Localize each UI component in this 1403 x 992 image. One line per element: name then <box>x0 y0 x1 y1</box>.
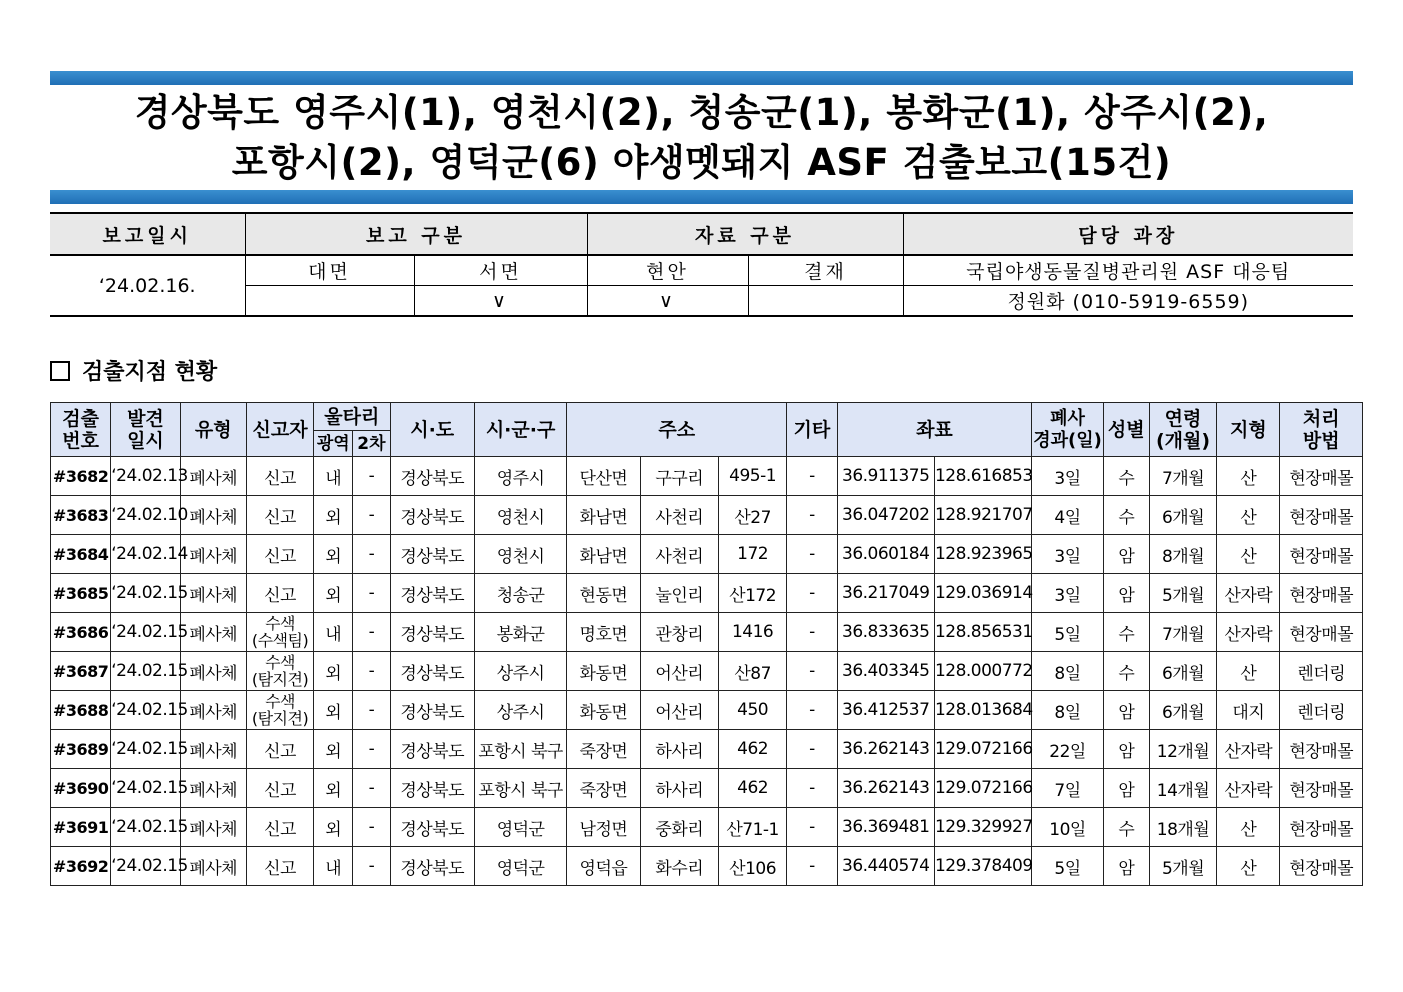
cell-sex: 수 <box>1103 613 1149 652</box>
cell-etc: - <box>787 535 837 574</box>
col-fence-wide: 광역 <box>314 431 353 457</box>
cell-no: #3689 <box>51 730 111 769</box>
cell-lon: 129.036914 <box>934 574 1031 613</box>
cell-lat: 36.217049 <box>837 574 934 613</box>
cell-ri: 어산리 <box>640 652 718 691</box>
cell-sex: 수 <box>1103 808 1149 847</box>
cell-lot: 172 <box>718 535 786 574</box>
cell-lot: 산71-1 <box>718 808 786 847</box>
sub-face-to-face: 대면 <box>245 255 414 286</box>
cell-age: 12개월 <box>1149 730 1216 769</box>
cell-sigungu: 포항시 북구 <box>474 769 566 808</box>
cell-elapsed: 7일 <box>1032 769 1103 808</box>
cell-sex: 암 <box>1103 769 1149 808</box>
cell-reporter: 신고 <box>246 574 313 613</box>
sub-current-issue: 현안 <box>587 255 748 286</box>
cell-disposal: 현장매몰 <box>1280 613 1363 652</box>
cell-lat: 36.262143 <box>837 769 934 808</box>
title-line-2: 포항시(2), 영덕군(6) 야생멧돼지 ASF 검출보고(15건) <box>231 141 1172 184</box>
cell-wide: 외 <box>314 574 353 613</box>
cell-myeon: 단산면 <box>567 457 640 496</box>
cell-etc: - <box>787 730 837 769</box>
cell-wide: 내 <box>314 847 353 886</box>
cell-ri: 사천리 <box>640 496 718 535</box>
cell-wide: 외 <box>314 496 353 535</box>
col-no: 검출 번호 <box>51 403 111 457</box>
report-date-header: 보고일시 <box>50 213 245 255</box>
cell-no: #3683 <box>51 496 111 535</box>
detection-table <box>50 402 1363 886</box>
detection-body <box>51 457 1363 886</box>
cell-terrain: 산자락 <box>1217 730 1280 769</box>
cell-age: 18개월 <box>1149 808 1216 847</box>
manager-contact: 정원화 (010-5919-6559) <box>903 286 1353 317</box>
cell-disposal: 현장매몰 <box>1280 769 1363 808</box>
table-row <box>51 769 1363 808</box>
cell-disposal: 현장매몰 <box>1280 535 1363 574</box>
cell-second: - <box>353 613 390 652</box>
cell-wide: 외 <box>314 730 353 769</box>
cell-lot: 495-1 <box>718 457 786 496</box>
cell-date: ‘24.02.10 <box>111 496 180 535</box>
cell-sigungu: 영천시 <box>474 535 566 574</box>
cell-etc: - <box>787 457 837 496</box>
material-type-header: 자료 구분 <box>587 213 903 255</box>
sub-approval: 결재 <box>748 255 903 286</box>
cell-terrain: 산 <box>1217 652 1280 691</box>
cell-etc: - <box>787 496 837 535</box>
cell-no: #3686 <box>51 613 111 652</box>
manager-dept: 국립야생동물질병관리원 ASF 대응팀 <box>903 255 1353 286</box>
report-check-row <box>50 286 1353 317</box>
cell-second: - <box>353 769 390 808</box>
cell-sex: 암 <box>1103 574 1149 613</box>
cell-sido: 경상북도 <box>390 613 474 652</box>
cell-sigungu: 영천시 <box>474 496 566 535</box>
cell-sigungu: 영덕군 <box>474 808 566 847</box>
title-bottom-bar <box>50 190 1353 204</box>
col-age: 연령 (개월) <box>1149 403 1216 457</box>
cell-reporter: 수색 (수색팀) <box>246 613 313 652</box>
cell-lat: 36.440574 <box>837 847 934 886</box>
cell-age: 6개월 <box>1149 652 1216 691</box>
cell-lon: 129.072166 <box>934 769 1031 808</box>
checkbox-square-icon <box>50 361 70 381</box>
cell-lot: 462 <box>718 730 786 769</box>
cell-sex: 암 <box>1103 847 1149 886</box>
check-current-issue: ∨ <box>587 286 748 317</box>
cell-wide: 외 <box>314 769 353 808</box>
cell-age: 6개월 <box>1149 691 1216 730</box>
cell-date: ‘24.02.15 <box>111 730 180 769</box>
cell-ri: 구구리 <box>640 457 718 496</box>
cell-etc: - <box>787 808 837 847</box>
check-approval <box>748 286 903 317</box>
cell-lat: 36.833635 <box>837 613 934 652</box>
cell-lat: 36.060184 <box>837 535 934 574</box>
section-heading <box>50 355 217 386</box>
cell-elapsed: 4일 <box>1032 496 1103 535</box>
cell-lon: 128.616853 <box>934 457 1031 496</box>
cell-sido: 경상북도 <box>390 457 474 496</box>
table-row <box>51 847 1363 886</box>
cell-myeon: 영덕읍 <box>567 847 640 886</box>
table-row <box>51 574 1363 613</box>
cell-date: ‘24.02.15 <box>111 613 180 652</box>
cell-type: 폐사체 <box>180 613 246 652</box>
cell-disposal: 현장매몰 <box>1280 808 1363 847</box>
cell-no: #3682 <box>51 457 111 496</box>
cell-lon: 128.923965 <box>934 535 1031 574</box>
cell-age: 5개월 <box>1149 574 1216 613</box>
cell-reporter: 신고 <box>246 457 313 496</box>
cell-type: 폐사체 <box>180 574 246 613</box>
table-row <box>51 730 1363 769</box>
check-written: ∨ <box>414 286 587 317</box>
cell-second: - <box>353 691 390 730</box>
cell-second: - <box>353 652 390 691</box>
cell-disposal: 렌더링 <box>1280 691 1363 730</box>
cell-etc: - <box>787 652 837 691</box>
cell-terrain: 산자락 <box>1217 769 1280 808</box>
cell-no: #3684 <box>51 535 111 574</box>
cell-sigungu: 봉화군 <box>474 613 566 652</box>
cell-elapsed: 3일 <box>1032 574 1103 613</box>
cell-myeon: 화남면 <box>567 535 640 574</box>
cell-second: - <box>353 847 390 886</box>
cell-myeon: 화남면 <box>567 496 640 535</box>
cell-wide: 외 <box>314 808 353 847</box>
table-row <box>51 535 1363 574</box>
cell-sido: 경상북도 <box>390 691 474 730</box>
cell-myeon: 화동면 <box>567 691 640 730</box>
cell-wide: 외 <box>314 691 353 730</box>
cell-elapsed: 5일 <box>1032 847 1103 886</box>
cell-type: 폐사체 <box>180 496 246 535</box>
cell-myeon: 죽장면 <box>567 730 640 769</box>
cell-ri: 관창리 <box>640 613 718 652</box>
cell-lon: 129.072166 <box>934 730 1031 769</box>
col-disposal: 처리 방법 <box>1280 403 1363 457</box>
cell-disposal: 현장매몰 <box>1280 847 1363 886</box>
cell-wide: 내 <box>314 457 353 496</box>
report-info-table <box>50 212 1353 317</box>
cell-lot: 462 <box>718 769 786 808</box>
cell-ri: 어산리 <box>640 691 718 730</box>
cell-date: ‘24.02.14 <box>111 535 180 574</box>
cell-sex: 수 <box>1103 457 1149 496</box>
cell-second: - <box>353 730 390 769</box>
cell-lon: 129.329927 <box>934 808 1031 847</box>
cell-sex: 수 <box>1103 652 1149 691</box>
cell-myeon: 명호면 <box>567 613 640 652</box>
cell-second: - <box>353 808 390 847</box>
cell-ri: 눌인리 <box>640 574 718 613</box>
cell-sex: 암 <box>1103 691 1149 730</box>
cell-sigungu: 상주시 <box>474 652 566 691</box>
cell-elapsed: 10일 <box>1032 808 1103 847</box>
report-header-row <box>50 213 1353 255</box>
cell-sido: 경상북도 <box>390 808 474 847</box>
cell-etc: - <box>787 574 837 613</box>
cell-sido: 경상북도 <box>390 535 474 574</box>
cell-date: ‘24.02.15 <box>111 769 180 808</box>
cell-ri: 사천리 <box>640 535 718 574</box>
cell-lot: 450 <box>718 691 786 730</box>
cell-second: - <box>353 457 390 496</box>
cell-date: ‘24.02.15 <box>111 808 180 847</box>
cell-ri: 하사리 <box>640 730 718 769</box>
cell-elapsed: 22일 <box>1032 730 1103 769</box>
cell-date: ‘24.02.15 <box>111 574 180 613</box>
col-fence-second: 2차 <box>353 431 390 457</box>
cell-lon: 128.000772 <box>934 652 1031 691</box>
sub-written: 서면 <box>414 255 587 286</box>
cell-lot: 산106 <box>718 847 786 886</box>
title-top-bar <box>50 71 1353 85</box>
cell-disposal: 현장매몰 <box>1280 457 1363 496</box>
cell-reporter: 수색 (탐지견) <box>246 652 313 691</box>
cell-wide: 외 <box>314 652 353 691</box>
col-etc: 기타 <box>787 403 837 457</box>
cell-no: #3692 <box>51 847 111 886</box>
cell-lat: 36.403345 <box>837 652 934 691</box>
cell-etc: - <box>787 847 837 886</box>
cell-lot: 산172 <box>718 574 786 613</box>
col-address: 주소 <box>567 403 787 457</box>
cell-sido: 경상북도 <box>390 730 474 769</box>
cell-lat: 36.412537 <box>837 691 934 730</box>
cell-sigungu: 포항시 북구 <box>474 730 566 769</box>
cell-type: 폐사체 <box>180 652 246 691</box>
cell-date: ‘24.02.15 <box>111 652 180 691</box>
cell-type: 폐사체 <box>180 457 246 496</box>
check-face-to-face <box>245 286 414 317</box>
table-row <box>51 808 1363 847</box>
cell-myeon: 죽장면 <box>567 769 640 808</box>
cell-elapsed: 5일 <box>1032 613 1103 652</box>
title-line-1: 경상북도 영주시(1), 영천시(2), 청송군(1), 봉화군(1), 상주시(2), <box>134 91 1269 134</box>
cell-wide: 내 <box>314 613 353 652</box>
cell-elapsed: 8일 <box>1032 652 1103 691</box>
cell-second: - <box>353 496 390 535</box>
cell-sigungu: 영주시 <box>474 457 566 496</box>
cell-reporter: 신고 <box>246 769 313 808</box>
cell-lat: 36.369481 <box>837 808 934 847</box>
cell-lat: 36.047202 <box>837 496 934 535</box>
cell-second: - <box>353 574 390 613</box>
col-sigungu: 시·군·구 <box>474 403 566 457</box>
cell-ri: 화수리 <box>640 847 718 886</box>
cell-sex: 암 <box>1103 730 1149 769</box>
cell-terrain: 산 <box>1217 847 1280 886</box>
cell-sigungu: 영덕군 <box>474 847 566 886</box>
cell-terrain: 산자락 <box>1217 574 1280 613</box>
cell-no: #3691 <box>51 808 111 847</box>
cell-ri: 중화리 <box>640 808 718 847</box>
cell-disposal: 현장매몰 <box>1280 496 1363 535</box>
cell-terrain: 대지 <box>1217 691 1280 730</box>
table-row <box>51 691 1363 730</box>
col-coords: 좌표 <box>837 403 1032 457</box>
cell-lon: 128.856531 <box>934 613 1031 652</box>
cell-sex: 암 <box>1103 535 1149 574</box>
cell-ri: 하사리 <box>640 769 718 808</box>
table-row <box>51 457 1363 496</box>
report-type-header: 보고 구분 <box>245 213 587 255</box>
cell-sido: 경상북도 <box>390 652 474 691</box>
cell-reporter: 신고 <box>246 808 313 847</box>
cell-type: 폐사체 <box>180 691 246 730</box>
cell-age: 6개월 <box>1149 496 1216 535</box>
cell-lat: 36.262143 <box>837 730 934 769</box>
col-sido: 시·도 <box>390 403 474 457</box>
cell-sido: 경상북도 <box>390 574 474 613</box>
cell-sigungu: 상주시 <box>474 691 566 730</box>
cell-age: 7개월 <box>1149 457 1216 496</box>
cell-sido: 경상북도 <box>390 847 474 886</box>
cell-myeon: 남정면 <box>567 808 640 847</box>
cell-sigungu: 청송군 <box>474 574 566 613</box>
cell-no: #3688 <box>51 691 111 730</box>
cell-etc: - <box>787 691 837 730</box>
cell-type: 폐사체 <box>180 535 246 574</box>
document-title <box>50 86 1353 190</box>
col-elapsed: 폐사 경과(일) <box>1032 403 1103 457</box>
table-row <box>51 496 1363 535</box>
table-row <box>51 652 1363 691</box>
cell-etc: - <box>787 769 837 808</box>
cell-sido: 경상북도 <box>390 496 474 535</box>
cell-age: 14개월 <box>1149 769 1216 808</box>
cell-disposal: 현장매몰 <box>1280 574 1363 613</box>
cell-terrain: 산 <box>1217 496 1280 535</box>
cell-date: ‘24.02.15 <box>111 691 180 730</box>
cell-sido: 경상북도 <box>390 769 474 808</box>
cell-reporter: 신고 <box>246 730 313 769</box>
cell-terrain: 산 <box>1217 535 1280 574</box>
cell-age: 5개월 <box>1149 847 1216 886</box>
cell-reporter: 수색 (탐지견) <box>246 691 313 730</box>
cell-lon: 128.013684 <box>934 691 1031 730</box>
cell-type: 폐사체 <box>180 847 246 886</box>
detection-header-row <box>51 403 1363 431</box>
cell-reporter: 신고 <box>246 847 313 886</box>
col-sex: 성별 <box>1103 403 1149 457</box>
cell-terrain: 산 <box>1217 457 1280 496</box>
cell-disposal: 렌더링 <box>1280 652 1363 691</box>
col-reporter: 신고자 <box>246 403 313 457</box>
cell-sex: 수 <box>1103 496 1149 535</box>
cell-terrain: 산자락 <box>1217 613 1280 652</box>
cell-lot: 산27 <box>718 496 786 535</box>
cell-elapsed: 3일 <box>1032 457 1103 496</box>
cell-type: 폐사체 <box>180 808 246 847</box>
cell-lon: 128.921707 <box>934 496 1031 535</box>
cell-no: #3690 <box>51 769 111 808</box>
cell-age: 7개월 <box>1149 613 1216 652</box>
cell-lot: 산87 <box>718 652 786 691</box>
cell-disposal: 현장매몰 <box>1280 730 1363 769</box>
cell-reporter: 신고 <box>246 535 313 574</box>
col-fence: 울타리 <box>314 403 390 431</box>
cell-lat: 36.911375 <box>837 457 934 496</box>
cell-type: 폐사체 <box>180 730 246 769</box>
cell-myeon: 현동면 <box>567 574 640 613</box>
cell-reporter: 신고 <box>246 496 313 535</box>
cell-elapsed: 3일 <box>1032 535 1103 574</box>
cell-no: #3685 <box>51 574 111 613</box>
section-title: 검출지점 현황 <box>82 360 218 385</box>
cell-myeon: 화동면 <box>567 652 640 691</box>
cell-lon: 129.378409 <box>934 847 1031 886</box>
cell-lot: 1416 <box>718 613 786 652</box>
cell-date: ‘24.02.13 <box>111 457 180 496</box>
report-sub-row <box>50 255 1353 286</box>
cell-elapsed: 8일 <box>1032 691 1103 730</box>
cell-second: - <box>353 535 390 574</box>
manager-header: 담당 과장 <box>903 213 1353 255</box>
cell-wide: 외 <box>314 535 353 574</box>
col-terrain: 지형 <box>1217 403 1280 457</box>
cell-age: 8개월 <box>1149 535 1216 574</box>
col-type: 유형 <box>180 403 246 457</box>
report-date: ‘24.02.16. <box>50 255 245 316</box>
cell-date: ‘24.02.15 <box>111 847 180 886</box>
cell-etc: - <box>787 613 837 652</box>
cell-terrain: 산 <box>1217 808 1280 847</box>
col-date: 발견 일시 <box>111 403 180 457</box>
table-row <box>51 613 1363 652</box>
cell-no: #3687 <box>51 652 111 691</box>
cell-type: 폐사체 <box>180 769 246 808</box>
